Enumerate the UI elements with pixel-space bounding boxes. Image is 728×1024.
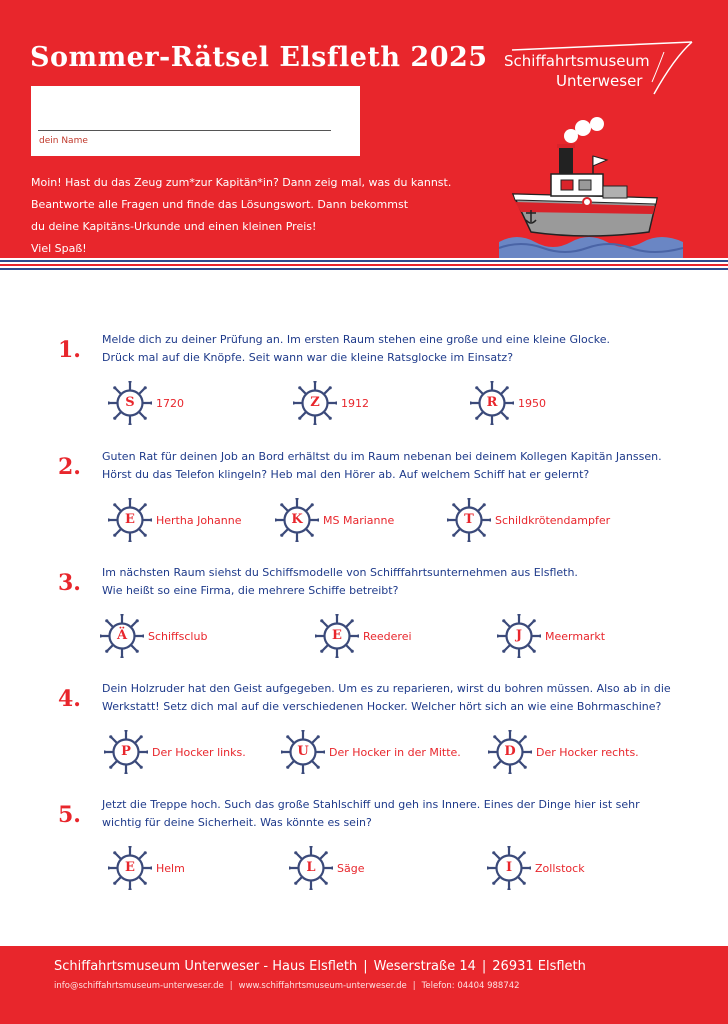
answer-option[interactable] — [447, 498, 610, 542]
answer-label: 1950 — [518, 396, 546, 410]
answer-wheel — [293, 381, 337, 425]
question-text — [102, 564, 702, 600]
footer — [0, 946, 728, 1024]
answer-label: 1720 — [156, 396, 184, 410]
answer-wheel — [470, 381, 514, 425]
answer-letter: S — [125, 395, 135, 410]
footer-museum-name: Schiffahrtsmuseum Unterweser - Haus Elsfleth — [54, 959, 358, 974]
question-number: 3. — [58, 570, 81, 596]
answer-letter: Z — [310, 395, 320, 410]
answer-letter: E — [332, 628, 342, 643]
answer-letter: E — [125, 512, 135, 527]
answer-option[interactable] — [275, 498, 394, 542]
logo-line2: Unterweser — [556, 72, 643, 90]
answer-letter: U — [297, 744, 309, 759]
answer-option[interactable] — [281, 730, 461, 774]
answer-wheel — [108, 498, 152, 542]
intro-line: Moin! Hast du das Zeug zum*zur Kapitän*in? Dann zeig mal, was du kannst. — [31, 176, 452, 189]
answer-wheel — [487, 846, 531, 890]
answer-option[interactable] — [108, 381, 184, 425]
answer-option[interactable] — [497, 614, 605, 658]
answer-label: Säge — [337, 861, 365, 875]
intro-line: du deine Kapitäns-Urkunde und einen kleinen Preis! — [31, 220, 317, 233]
answer-option[interactable] — [289, 846, 364, 890]
logo-line1: Schiffahrtsmuseum — [504, 52, 650, 70]
question-number: 4. — [58, 686, 81, 712]
footer-address: Schiffahrtsmuseum Unterweser - Haus Elsfleth | Weserstraße 14 | 26931 Elsfleth — [54, 959, 586, 974]
answer-wheel — [108, 846, 152, 890]
header-stripes — [0, 258, 728, 272]
question-line: Guten Rat für deinen Job an Bord erhältst du im Raum nebenan bei deinem Kollegen Kapitän Janssen. — [102, 450, 662, 463]
answer-option[interactable] — [108, 846, 185, 890]
answer-label: Meermarkt — [545, 629, 606, 643]
answer-wheel — [497, 614, 541, 658]
answer-label: Der Hocker rechts. — [536, 745, 639, 759]
footer-street: Weserstraße 14 — [373, 959, 476, 974]
page-title: Sommer-Rätsel Elsfleth 2025 — [30, 42, 488, 73]
answer-letter: D — [504, 744, 516, 759]
question-line: Jetzt die Treppe hoch. Such das große Stahlschiff und geh ins Innere. Eines der Dinge hier ist sehr — [102, 798, 640, 811]
intro-line: Viel Spaß! — [31, 242, 87, 255]
answer-wheel — [100, 614, 144, 658]
answer-letter: I — [505, 860, 513, 875]
answer-wheel — [275, 498, 319, 542]
answer-wheel — [488, 730, 532, 774]
answer-label: Helm — [156, 861, 185, 875]
footer-contact: info@schiffahrtsmuseum-unterweser.de | www.schiffahrtsmuseum-unterweser.de | Telefon: 04404 988742 — [54, 981, 520, 991]
answer-option[interactable] — [487, 846, 585, 890]
answer-wheel — [447, 498, 491, 542]
question-number: 2. — [58, 454, 81, 480]
question-line: Im nächsten Raum siehst du Schiffsmodelle von Schifffahrtsunternehmen aus Elsfleth. — [102, 566, 578, 579]
answer-option[interactable] — [104, 730, 246, 774]
answer-label: Hertha Johanne — [156, 513, 242, 527]
question-line: Werkstatt! Setz dich mal auf die verschiedenen Hocker. Welcher hört sich an wie eine Bohrmaschine? — [102, 700, 662, 713]
answer-letter: J — [515, 628, 523, 643]
answer-letter: P — [121, 744, 131, 759]
answer-wheel — [289, 846, 333, 890]
footer-city: 26931 Elsfleth — [492, 959, 586, 974]
answer-label: Schildkrötendampfer — [495, 513, 611, 527]
answer-letter: K — [291, 512, 303, 527]
answer-label: Reederei — [363, 629, 412, 643]
answer-label: Schiffsclub — [148, 629, 208, 643]
answer-option[interactable] — [470, 381, 546, 425]
question-line: wichtig für deine Sicherheit. Was könnte es sein? — [102, 816, 372, 829]
name-field[interactable] — [31, 86, 360, 156]
answer-label: Der Hocker in der Mitte. — [329, 745, 461, 759]
footer-phone: Telefon: 04404 988742 — [421, 981, 520, 991]
footer-email-link[interactable]: info@schiffahrtsmuseum-unterweser.de — [54, 981, 224, 991]
question-line: Drück mal auf die Knöpfe. Seit wann war die kleine Ratsglocke im Einsatz? — [102, 351, 514, 364]
museum-logo — [504, 38, 694, 98]
answer-letter: E — [125, 860, 135, 875]
answer-wheel — [281, 730, 325, 774]
answer-letter: R — [486, 395, 498, 410]
name-line — [38, 130, 331, 131]
question-text — [102, 331, 702, 367]
answer-label: Zollstock — [535, 861, 585, 875]
answer-option[interactable] — [293, 381, 369, 425]
answer-wheel — [104, 730, 148, 774]
answer-label: Der Hocker links. — [152, 745, 246, 759]
question-line: Wie heißt so eine Firma, die mehrere Schiffe betreibt? — [102, 584, 399, 597]
question-text — [102, 680, 702, 716]
answer-option[interactable] — [315, 614, 412, 658]
answer-label: MS Marianne — [323, 513, 395, 527]
question-number: 1. — [58, 337, 81, 363]
intro-line: Beantworte alle Fragen und finde das Lösungswort. Dann bekommst — [31, 198, 409, 211]
answer-option[interactable] — [100, 614, 207, 658]
question-line: Melde dich zu deiner Prüfung an. Im ersten Raum stehen eine große und eine kleine Glocke. — [102, 333, 611, 346]
answer-wheel — [108, 381, 152, 425]
intro-text — [31, 172, 471, 260]
answer-letter: T — [464, 512, 474, 527]
header-banner — [0, 0, 728, 258]
answer-wheel — [315, 614, 359, 658]
question-line: Dein Holzruder hat den Geist aufgegeben. Um es zu reparieren, wirst du bohren müssen. Also ab in die — [102, 682, 671, 695]
answer-letter: L — [306, 860, 316, 875]
question-text — [102, 796, 702, 832]
answer-option[interactable] — [108, 498, 241, 542]
answer-option[interactable] — [488, 730, 639, 774]
name-label: dein Name — [39, 136, 88, 146]
question-text — [102, 448, 702, 484]
steamship-illustration — [497, 116, 687, 258]
answer-label: 1912 — [341, 396, 369, 410]
question-line: Hörst du das Telefon klingeln? Heb mal den Hörer ab. Auf welchem Schiff hat er gelernt? — [102, 468, 590, 481]
footer-website-link[interactable]: www.schiffahrtsmuseum-unterweser.de — [238, 981, 407, 991]
question-number: 5. — [58, 802, 81, 828]
answer-letter: Ä — [116, 628, 128, 643]
